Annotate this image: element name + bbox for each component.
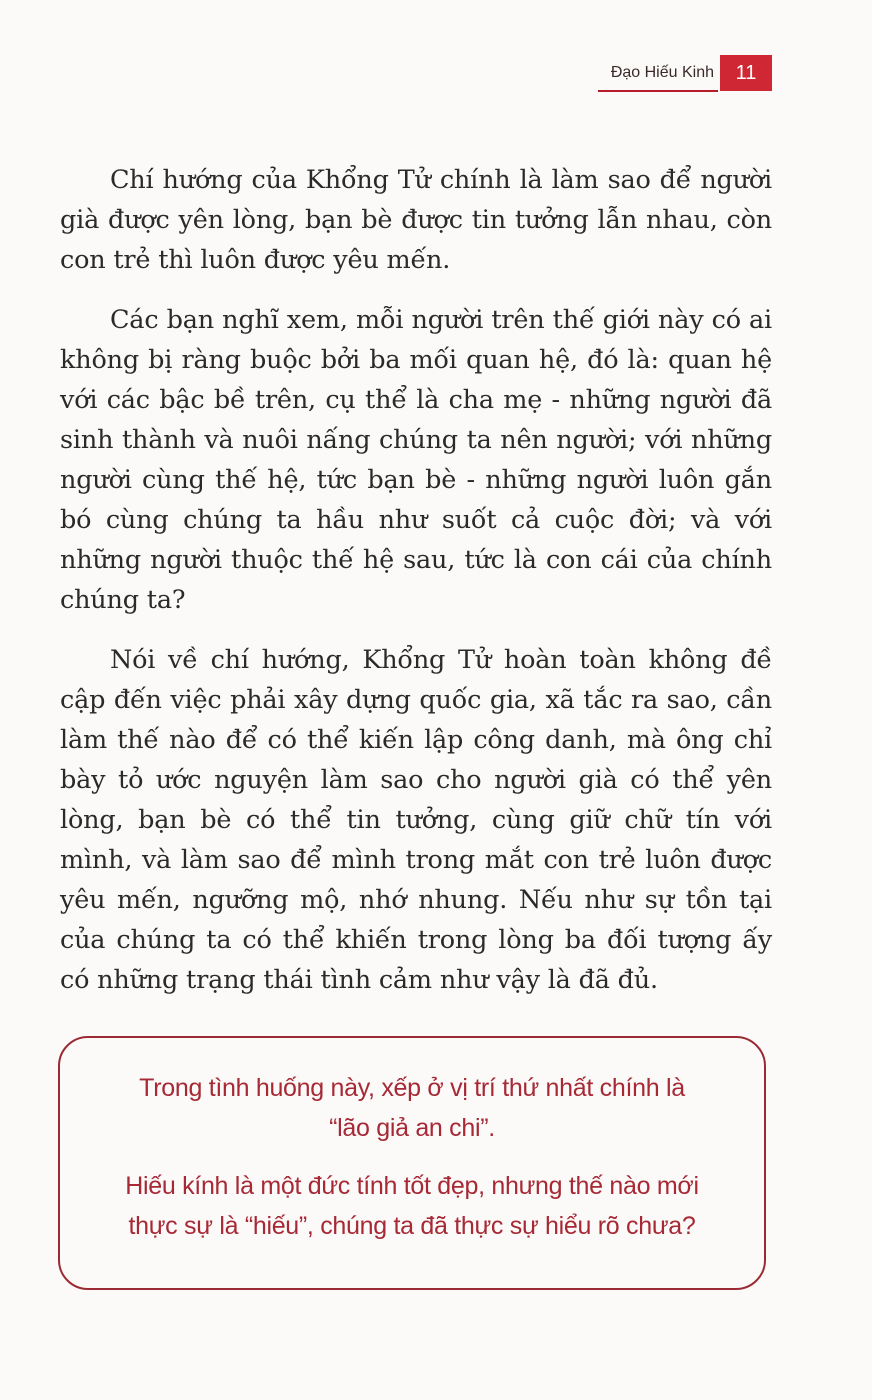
callout-line-2: “lão giả an chi”. [329, 1114, 495, 1142]
body-text [60, 160, 772, 1020]
page-number: 11 [720, 55, 772, 91]
header-rule [598, 90, 718, 92]
paragraph-2: Các bạn nghĩ xem, mỗi người trên thế giới này có ai không bị ràng buộc bởi ba mối quan hệ, đó là: quan hệ với các bậc bề trên, cụ thể là cha mẹ - những người đã sinh thành và nuôi nấng chúng ta nên người; với những người cùng thế hệ, tức bạn bè - những người luôn gắn bó cùng chúng ta hầu như suốt cả cuộc đời; và với những người thuộc thế hệ sau, tức là con cái của chính chúng ta? [60, 305, 772, 615]
callout-question [60, 1148, 764, 1246]
running-header [598, 55, 772, 91]
callout-box [58, 1036, 766, 1290]
paragraph-1: Chí hướng của Khổng Tử chính là làm sao để người già được yên lòng, bạn bè được tin tưởng lẫn nhau, còn con trẻ thì luôn được yêu mến. [60, 165, 772, 275]
callout-line-3: Hiếu kính là một đức tính tốt đẹp, nhưng thế nào mới [125, 1172, 699, 1200]
callout-quote [60, 1038, 764, 1148]
book-title: Đạo Hiếu Kinh [610, 64, 714, 81]
paragraph-3: Nói về chí hướng, Khổng Tử hoàn toàn không đề cập đến việc phải xây dựng quốc gia, xã tắc ra sao, cần làm thế nào để có thể kiến lập công danh, mà ông chỉ bày tỏ ước nguyện làm sao cho người già có thể yên lòng, bạn bè có thể tin tưởng, cùng giữ chữ tín với mình, và làm sao để mình trong mắt con trẻ luôn được yêu mến, ngưỡng mộ, nhớ nhung. Nếu như sự tồn tại của chúng ta có thể khiến trong lòng ba đối tượng ấy có những trạng thái tình cảm như vậy là đã đủ. [60, 645, 772, 995]
callout-line-4: thực sự là “hiếu”, chúng ta đã thực sự hiểu rõ chưa? [128, 1212, 696, 1240]
callout-line-1: Trong tình huống này, xếp ở vị trí thứ nhất chính là [139, 1074, 685, 1102]
